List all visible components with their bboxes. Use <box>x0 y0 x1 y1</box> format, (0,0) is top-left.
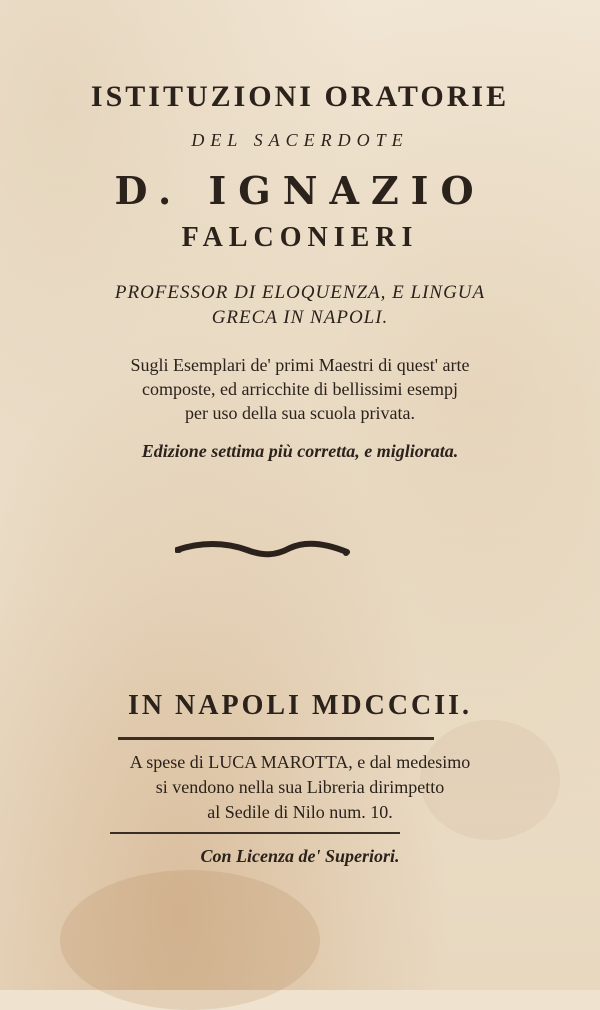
author-surname: FALCONIERI <box>181 222 419 253</box>
imprint-rule-top <box>118 737 434 740</box>
license-note: Con Licenza de' Superiori. <box>200 846 400 866</box>
book-subtitle: DEL SACERDOTE <box>191 130 409 150</box>
author-profession-line2: GRECA IN NAPOLI. <box>211 307 389 328</box>
imprint-rule-bottom <box>110 832 400 834</box>
description-line3: per uso della sua scuola privata. <box>185 403 415 423</box>
description-line2: composte, ed arricchite di bellissimi esempj <box>142 379 458 399</box>
ornament-icon <box>175 538 350 566</box>
edition-note: Edizione settima più corretta, e migliorata. <box>141 441 459 461</box>
author-profession-line1: PROFESSOR DI ELOQUENZA, E LINGUA <box>114 282 486 303</box>
author-name: D. IGNAZIO <box>114 168 486 213</box>
publisher-line3: al Sedile di Nilo num. 10. <box>207 802 393 822</box>
imprint-city-year: IN NAPOLI MDCCCII. <box>127 690 473 721</box>
paper-stain <box>60 870 320 1010</box>
publisher-line2: si vendono nella sua Libreria dirimpetto <box>155 777 445 797</box>
publisher-line1: A spese di LUCA MAROTTA, e dal medesimo <box>129 752 471 772</box>
description-line1: Sugli Esemplari de' primi Maestri di quest' arte <box>130 355 470 375</box>
book-title: ISTITUZIONI ORATORIE <box>90 80 510 113</box>
